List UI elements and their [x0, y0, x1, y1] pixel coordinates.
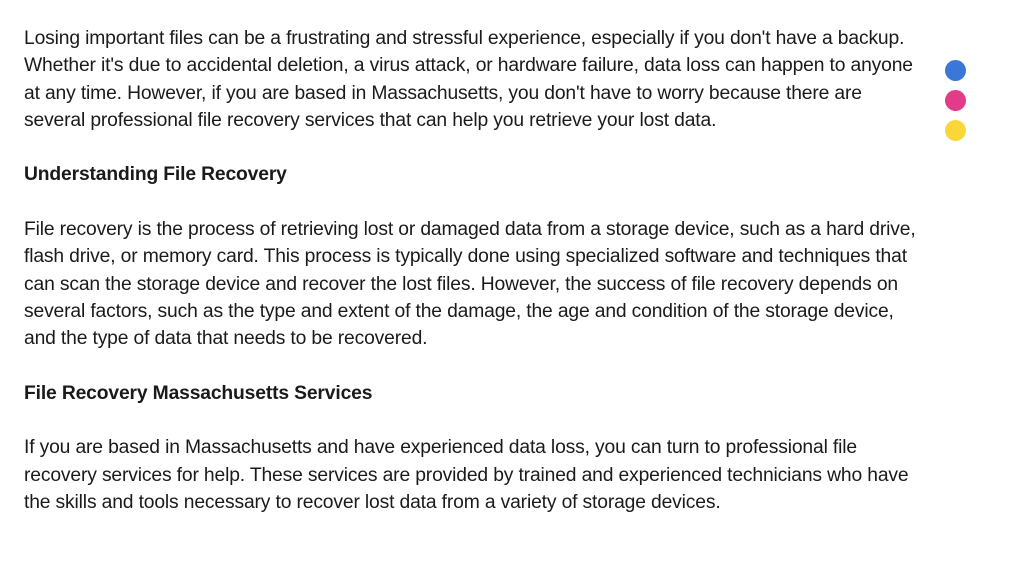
text-line: and the type of data that needs to be recovered.	[24, 328, 428, 350]
text-line: flash drive, or memory card. This process is typically done using specialized software and techniques that	[24, 246, 907, 268]
text-line: File recovery is the process of retrieving lost or damaged data from a storage device, such as a hard drive,	[24, 219, 916, 241]
slide-content	[24, 25, 1009, 516]
text-line: several professional file recovery services that can help you retrieve your lost data.	[24, 109, 717, 131]
text-line: at any time. However, if you are based in Massachusetts, you don't have to worry because there are	[24, 82, 862, 104]
pink-dot-icon	[945, 90, 966, 111]
decorative-dots	[945, 60, 967, 150]
spacer	[24, 134, 1009, 161]
text-line: the skills and tools necessary to recover lost data from a variety of storage devices.	[24, 492, 721, 514]
understanding-paragraph	[24, 216, 1009, 352]
spacer	[24, 189, 1009, 216]
text-line: Whether it's due to accidental deletion, a virus attack, or hardware failure, data loss can happen to anyone	[24, 55, 913, 77]
text-line: can scan the storage device and recover the lost files. However, the success of file recovery depends on	[24, 273, 898, 295]
section-heading-services: File Recovery Massachusetts Services	[24, 382, 373, 404]
intro-paragraph	[24, 25, 1009, 134]
text-line: If you are based in Massachusetts and have experienced data loss, you can turn to professional file	[24, 437, 857, 459]
blue-dot-icon	[945, 60, 966, 81]
section-heading-understanding: Understanding File Recovery	[24, 164, 287, 186]
text-line: Losing important files can be a frustrating and stressful experience, especially if you don't have a backup.	[24, 28, 905, 49]
spacer	[24, 353, 1009, 380]
spacer	[24, 407, 1009, 434]
services-paragraph	[24, 434, 1009, 516]
text-line: recovery services for help. These services are provided by trained and experienced technicians who have	[24, 464, 909, 486]
text-line: several factors, such as the type and extent of the damage, the age and condition of the storage device,	[24, 300, 894, 322]
yellow-dot-icon	[945, 120, 966, 141]
